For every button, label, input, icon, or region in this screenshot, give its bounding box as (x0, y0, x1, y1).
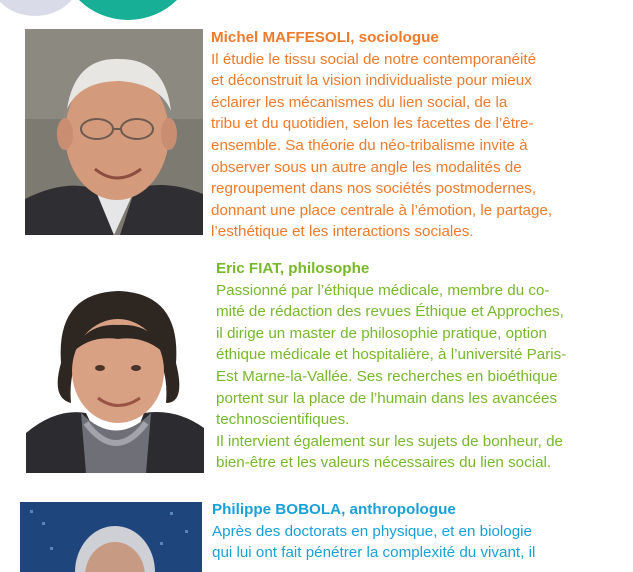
bio-line: Il étudie le tissu social de notre contemporanéité (211, 50, 537, 68)
decorative-circle-teal (58, 0, 198, 20)
profile-bio-eric-fiat (216, 258, 626, 474)
profile-bio-michel-maffesoli (211, 27, 623, 243)
portrait-photo-michel-maffesoli (25, 29, 203, 235)
bio-line: Il intervient également sur les sujets de bonheur, de (216, 432, 563, 450)
bio-line: qui lui ont fait pénétrer la complexité du vivant, il (212, 544, 536, 562)
bio-line: observer sous un autre angle les modalités de (211, 158, 522, 176)
bio-line: Après des doctorats en physique, et en biologie (212, 522, 532, 540)
bio-line: bien-être et les valeurs nécessaires du lien social. (216, 454, 552, 472)
bio-line: Passionné par l’éthique médicale, membre du co- (216, 281, 550, 299)
bio-line: portent sur la place de l’humain dans les avancées (216, 389, 558, 407)
bio-line: donnant une place centrale à l’émotion, le partage, (211, 201, 553, 219)
portrait-photo-philippe-bobola (20, 502, 202, 572)
bio-line: l’esthétique et les interactions sociales. (211, 223, 474, 241)
profile-name: Eric FIAT, philosophe (216, 260, 370, 277)
bio-line: éthique médicale et hospitalière, à l’université Paris- (216, 346, 567, 364)
bio-line: ensemble. Sa théorie du néo-tribalisme invite à (211, 136, 528, 154)
bio-line: il dirige un master de philosophie pratique, option (216, 324, 547, 342)
bio-line: et déconstruit la vision individualiste pour mieux (211, 72, 532, 90)
profile-bio-philippe-bobola (212, 499, 627, 564)
bio-line: tribu et du quotidien, selon les facettes de l’être- (211, 115, 534, 133)
decorative-circle-gray (0, 0, 80, 16)
bio-line: mité de rédaction des revues Éthique et Approches, (216, 303, 564, 321)
bio-line: Est Marne-la-Vallée. Ses recherches en bioéthique (216, 367, 558, 385)
profile-name: Michel MAFFESOLI, sociologue (211, 29, 439, 46)
bio-line: technoscientifiques. (216, 411, 350, 429)
bio-line: regroupement dans nos sociétés postmodernes, (211, 180, 537, 198)
bio-line: éclairer les mécanismes du lien social, de la (211, 93, 508, 111)
profile-name: Philippe BOBOLA, anthropologue (212, 501, 456, 518)
portrait-photo-eric-fiat (26, 273, 204, 473)
